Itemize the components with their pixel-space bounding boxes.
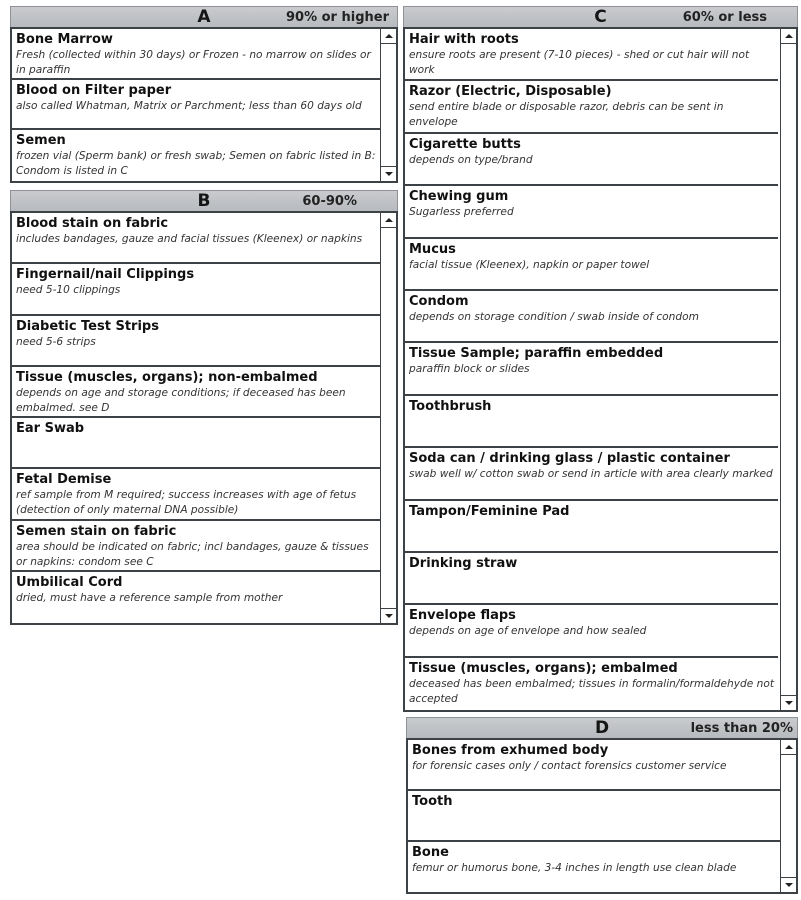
item-description: need 5-6 strips bbox=[16, 335, 96, 348]
item-title: Soda can / drinking glass / plastic container bbox=[409, 451, 730, 467]
item-description: deceased has been embalmed; tissues in formalin/formaldehyde not accepted bbox=[409, 677, 774, 705]
panel-header bbox=[406, 717, 798, 738]
arrow-up-icon bbox=[385, 34, 393, 38]
arrow-down-icon bbox=[385, 172, 393, 176]
arrow-up-icon bbox=[785, 745, 793, 749]
list-item[interactable] bbox=[408, 842, 780, 893]
list-item[interactable] bbox=[405, 396, 778, 448]
item-title: Semen bbox=[16, 133, 66, 149]
list-item[interactable] bbox=[405, 239, 778, 291]
item-title: Bones from exhumed body bbox=[412, 743, 609, 758]
list-item[interactable] bbox=[12, 469, 380, 520]
list-item[interactable] bbox=[408, 740, 780, 791]
list-item[interactable] bbox=[405, 186, 778, 238]
panel-a bbox=[10, 6, 398, 183]
list-item[interactable] bbox=[12, 130, 380, 181]
item-title: Envelope flaps bbox=[409, 608, 516, 624]
item-description: swab well w/ cotton swab or send in article with area clearly marked bbox=[409, 468, 773, 481]
scroll-down-button[interactable] bbox=[781, 695, 796, 710]
panel-letter: A bbox=[197, 7, 211, 27]
item-description: depends on storage condition / swab inside of condom bbox=[409, 310, 699, 323]
arrow-up-icon bbox=[785, 34, 793, 38]
list-item[interactable] bbox=[405, 81, 778, 133]
item-description: femur or humorus bone, 3-4 inches in length use clean blade bbox=[412, 862, 737, 874]
scroll-up-button[interactable] bbox=[381, 213, 396, 228]
scroll-down-button[interactable] bbox=[781, 877, 796, 892]
list-item[interactable] bbox=[12, 264, 380, 315]
item-description: send entire blade or disposable razor, debris can be sent in envelope bbox=[409, 101, 724, 129]
arrow-down-icon bbox=[785, 701, 793, 705]
item-title: Tissue (muscles, organs); embalmed bbox=[409, 660, 678, 676]
list-item[interactable] bbox=[405, 605, 778, 657]
panel-d bbox=[406, 717, 798, 894]
item-description: dried, must have a reference sample from mother bbox=[16, 591, 283, 604]
list-item[interactable] bbox=[12, 316, 380, 367]
listbox-b[interactable] bbox=[10, 211, 398, 625]
list-a bbox=[12, 29, 380, 181]
item-description: frozen vial (Sperm bank) or fresh swab; Semen on fabric listed in B: Condom is listed in C bbox=[16, 150, 376, 178]
item-title: Toothbrush bbox=[409, 398, 492, 414]
list-item[interactable] bbox=[12, 367, 380, 418]
scroll-up-button[interactable] bbox=[781, 740, 796, 755]
list-c bbox=[405, 29, 778, 710]
list-b bbox=[12, 213, 380, 623]
list-item[interactable] bbox=[408, 791, 780, 842]
item-title: Tampon/Feminine Pad bbox=[409, 503, 570, 519]
item-title: Fingernail/nail Clippings bbox=[16, 267, 195, 283]
item-description: area should be indicated on fabric; incl bandages, gauze & tissues or napkins: condom see C bbox=[16, 540, 369, 568]
item-title: Umbilical Cord bbox=[16, 574, 123, 590]
list-item[interactable] bbox=[405, 291, 778, 343]
item-description: facial tissue (Kleenex), napkin or paper towel bbox=[409, 258, 650, 271]
panel-header bbox=[10, 190, 398, 211]
panel-letter: C bbox=[594, 7, 607, 27]
item-description: paraffin block or slides bbox=[409, 363, 530, 376]
list-item[interactable] bbox=[405, 448, 778, 500]
panel-header bbox=[403, 6, 798, 27]
item-title: Ear Swab bbox=[16, 421, 85, 436]
item-title: Hair with roots bbox=[409, 32, 519, 47]
scrollbar[interactable] bbox=[780, 29, 796, 710]
listbox-d[interactable] bbox=[406, 738, 798, 894]
scroll-up-button[interactable] bbox=[781, 29, 796, 44]
scrollbar[interactable] bbox=[380, 213, 396, 623]
item-description: need 5-10 clippings bbox=[16, 284, 121, 297]
item-description: ensure roots are present (7-10 pieces) - shed or cut hair will not work bbox=[409, 49, 750, 76]
item-description: Fresh (collected within 30 days) or Frozen - no marrow on slides or in paraffin bbox=[16, 49, 371, 76]
list-item[interactable] bbox=[405, 658, 778, 710]
item-title: Tissue (muscles, organs); non-embalmed bbox=[16, 369, 318, 385]
item-description: depends on age and storage conditions; if deceased has been embalmed. see D bbox=[16, 386, 346, 414]
scroll-down-button[interactable] bbox=[381, 166, 396, 181]
item-title: Drinking straw bbox=[409, 555, 518, 571]
arrow-up-icon bbox=[385, 218, 393, 222]
item-title: Tissue Sample; paraffin embedded bbox=[409, 346, 664, 362]
listbox-c[interactable] bbox=[403, 27, 798, 712]
scroll-up-button[interactable] bbox=[381, 29, 396, 44]
panel-range: 60-90% bbox=[302, 194, 357, 209]
item-title: Semen stain on fabric bbox=[16, 523, 177, 539]
panel-letter: D bbox=[594, 718, 610, 738]
item-title: Tooth bbox=[412, 794, 453, 809]
panel-range: 90% or higher bbox=[285, 10, 389, 25]
list-item[interactable] bbox=[12, 80, 380, 131]
item-description: depends on age of envelope and how sealed bbox=[409, 625, 647, 638]
panel-b bbox=[10, 190, 398, 625]
item-description: Sugarless preferred bbox=[409, 206, 514, 219]
item-title: Chewing gum bbox=[409, 189, 509, 205]
list-item[interactable] bbox=[405, 553, 778, 605]
list-d bbox=[408, 740, 780, 892]
list-item[interactable] bbox=[405, 501, 778, 553]
arrow-down-icon bbox=[785, 883, 793, 887]
scrollbar[interactable] bbox=[780, 740, 796, 892]
item-description: includes bandages, gauze and facial tissues (Kleenex) or napkins bbox=[16, 233, 363, 245]
list-item[interactable] bbox=[405, 343, 778, 395]
panel-header bbox=[10, 6, 398, 27]
panel-letter: B bbox=[197, 191, 211, 211]
list-item[interactable] bbox=[12, 29, 380, 80]
item-title: Cigarette butts bbox=[409, 136, 521, 152]
listbox-a[interactable] bbox=[10, 27, 398, 183]
list-item[interactable] bbox=[405, 134, 778, 186]
item-description: ref sample from M required; success increases with age of fetus (detection of only maternal DNA possible) bbox=[16, 489, 357, 517]
item-description: for forensic cases only / contact forensics customer service bbox=[412, 760, 727, 772]
scroll-down-button[interactable] bbox=[381, 608, 396, 623]
item-title: Blood on Filter paper bbox=[16, 82, 172, 98]
item-title: Razor (Electric, Disposable) bbox=[409, 84, 612, 100]
scrollbar[interactable] bbox=[380, 29, 396, 181]
item-description: depends on type/brand bbox=[409, 153, 533, 166]
item-title: Condom bbox=[409, 293, 469, 309]
panel-range: less than 20% bbox=[690, 721, 793, 736]
list-item[interactable] bbox=[12, 521, 380, 572]
list-item[interactable] bbox=[12, 418, 380, 469]
item-title: Bone Marrow bbox=[16, 32, 113, 47]
arrow-down-icon bbox=[385, 614, 393, 618]
panel-c bbox=[403, 6, 798, 712]
list-item[interactable] bbox=[12, 572, 380, 623]
list-item[interactable] bbox=[12, 213, 380, 264]
item-title: Bone bbox=[412, 845, 449, 860]
item-description: also called Whatman, Matrix or Parchment; less than 60 days old bbox=[16, 99, 362, 112]
list-item[interactable] bbox=[405, 29, 778, 81]
panel-range: 60% or less bbox=[682, 10, 767, 25]
item-title: Mucus bbox=[409, 241, 456, 257]
item-title: Fetal Demise bbox=[16, 472, 112, 488]
item-title: Blood stain on fabric bbox=[16, 216, 169, 231]
item-title: Diabetic Test Strips bbox=[16, 318, 159, 334]
